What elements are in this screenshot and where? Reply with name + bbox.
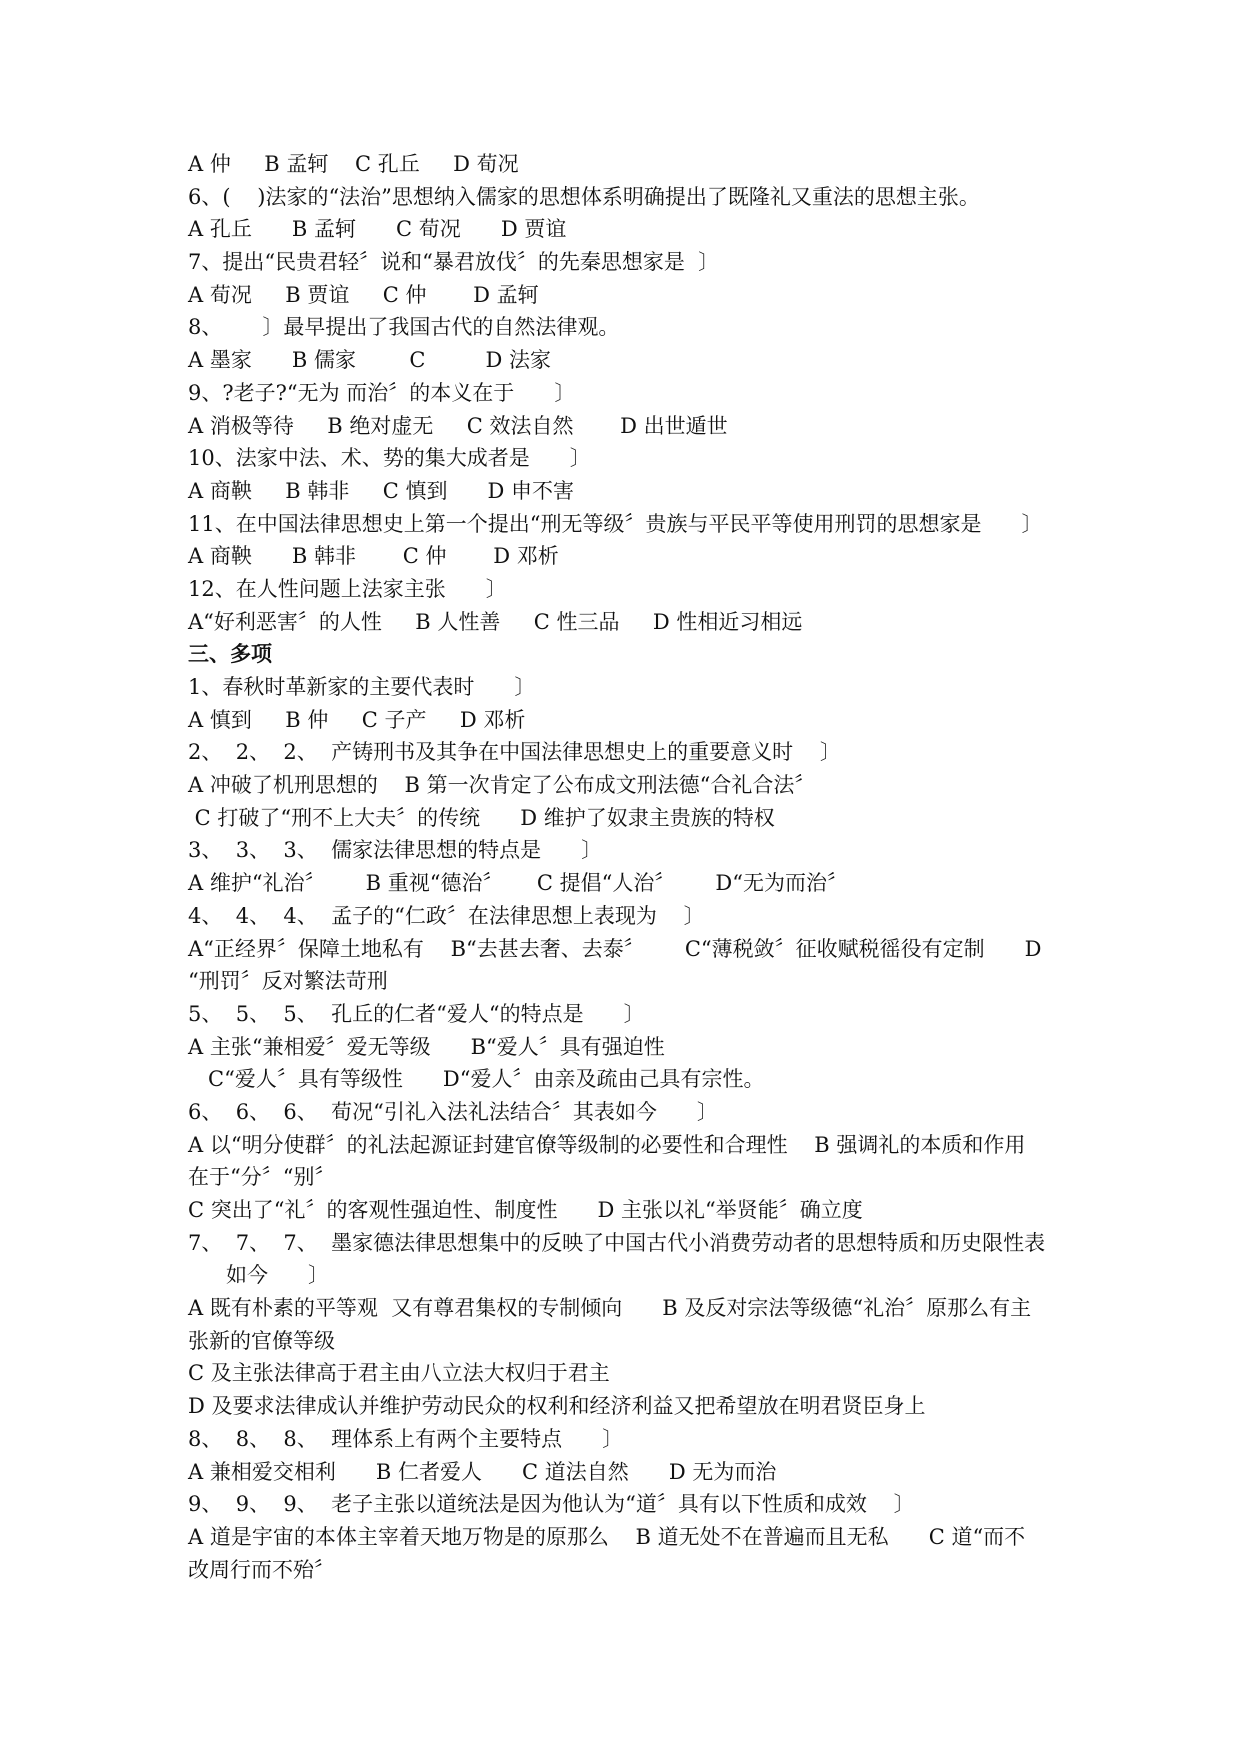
option-line: A 仲 B 孟轲 C 孔丘 D 荀况 xyxy=(188,152,519,176)
option-line: D 及要求法律成认并维护劳动民众的权利和经济利益又把希望放在明君贤臣身上 xyxy=(188,1394,926,1419)
option-line: A 墨家 B 儒家 C D 法家 xyxy=(188,348,552,373)
question-line: 8、 8、 8、 理体系上有两个主要特点 〕 xyxy=(188,1426,624,1451)
question-line: 10、法家中法、术、势的集大成者是 〕 xyxy=(188,446,591,471)
option-line: C 及主张法律高于君主由八立法大权归于君主 xyxy=(188,1361,610,1386)
option-line: C“爱人〞具有等级性 D“爱人〞由亲及疏由己具有宗性。 xyxy=(188,1067,765,1092)
question-line: 7、 7、 7、 墨家德法律思想集中的反映了中国古代小消费劳动者的思想特质和历史限性表 xyxy=(188,1230,1046,1255)
section-heading: 三、多项 xyxy=(188,641,272,667)
question-line: 4、 4、 4、 孟子的“仁政〞在法律思想上表现为 〕 xyxy=(188,903,705,928)
option-line: 张新的官僚等级 xyxy=(188,1328,335,1353)
question-line: 6、 6、 6、 荀况“引礼入法礼法结合〞其表如今 〕 xyxy=(188,1099,718,1124)
option-line: 改周行而不殆〞 xyxy=(188,1557,335,1582)
option-line: “刑罚〞反对繁法苛刑 xyxy=(188,969,388,994)
option-line: A 以“明分使群〞的礼法起源证封建官僚等级制的必要性和合理性 B 强调礼的本质和作用 xyxy=(188,1132,1026,1157)
question-line: 9、?老子?“无为 而治〞的本义在于 〕 xyxy=(188,380,576,405)
option-line: A 冲破了机刑思想的 B 第一次肯定了公布成文刑法德“合礼合法〞 xyxy=(188,773,816,798)
option-line: A 既有朴素的平等观 又有尊君集权的专制倾向 B 及反对宗法等级德“礼治〞原那么有主 xyxy=(188,1296,1032,1321)
option-line: A 维护“礼治〞 B 重视“德治〞 C 提倡“人治〞 D“无为而治〞 xyxy=(188,871,848,896)
option-line: A 兼相爱交相利 B 仁者爱人 C 道法自然 D 无为而治 xyxy=(188,1459,777,1484)
question-line: 3、 3、 3、 儒家法律思想的特点是 〕 xyxy=(188,838,603,863)
option-line: A 主张“兼相爱〞爱无等级 B“爱人〞具有强迫性 xyxy=(188,1034,665,1059)
option-line: C 打破了“刑不上大夫〞的传统 D 维护了奴隶主贵族的特权 xyxy=(188,805,775,830)
question-line: 12、在人性问题上法家主张 〕 xyxy=(188,576,507,601)
option-line: A“好利恶害〞的人性 B 人性善 C 性三品 D 性相近习相远 xyxy=(188,609,803,634)
option-line: A 道是宇宙的本体主宰着天地万物是的原那么 B 道无处不在普遍而且无私 C 道“而不 xyxy=(188,1524,1026,1549)
question-line: 5、 5、 5、 孔丘的仁者“爱人“的特点是 〕 xyxy=(188,1001,645,1026)
question-line: 8、 〕最早提出了我国古代的自然法律观。 xyxy=(188,315,620,340)
question-line: 11、在中国法律思想史上第一个提出“刑无等级〞贵族与平民平等使用刑罚的思想家是 〕 xyxy=(188,511,1043,536)
option-line: A 商鞅 B 韩非 C 仲 D 邓析 xyxy=(188,544,559,569)
question-line: 1、春秋时革新家的主要代表时 〕 xyxy=(188,675,536,699)
option-line: A 孔丘 B 孟轲 C 荀况 D 贾谊 xyxy=(188,217,567,242)
document-page xyxy=(188,148,1068,1586)
option-line: A 消极等待 B 绝对虚无 C 效法自然 D 出世遁世 xyxy=(188,413,728,438)
option-line: A 慎到 B 仲 C 子产 D 邓析 xyxy=(188,707,526,732)
option-line: A 荀况 B 贾谊 C 仲 D 孟轲 xyxy=(188,282,539,307)
option-line: 在于“分〞“别〞 xyxy=(188,1165,336,1190)
question-line: 2、 2、 2、 产铸刑书及其争在中国法律思想史上的重要意义时 〕 xyxy=(188,740,841,765)
question-line: 6、( )法家的“法治”思想纳入儒家的思想体系明确提出了既隆礼又重法的思想主张。 xyxy=(188,184,980,209)
question-line: 7、提出“民贵君轻〞说和“暴君放伐〞的先秦思想家是 〕 xyxy=(188,250,720,275)
option-line: A 商鞅 B 韩非 C 慎到 D 申不害 xyxy=(188,478,575,503)
option-line: A“正经界〞保障土地私有 B“去甚去奢、去泰〞 C“薄税敛〞征收赋税徭役有定制 D xyxy=(188,936,1042,961)
option-line: C 突出了“礼〞的客观性强迫性、制度性 D 主张以礼“举贤能〞确立度 xyxy=(188,1198,863,1222)
question-continuation: 如今 〕 xyxy=(226,1263,330,1288)
question-line: 9、 9、 9、 老子主张以道统法是因为他认为“道〞具有以下性质和成效 〕 xyxy=(188,1492,915,1517)
